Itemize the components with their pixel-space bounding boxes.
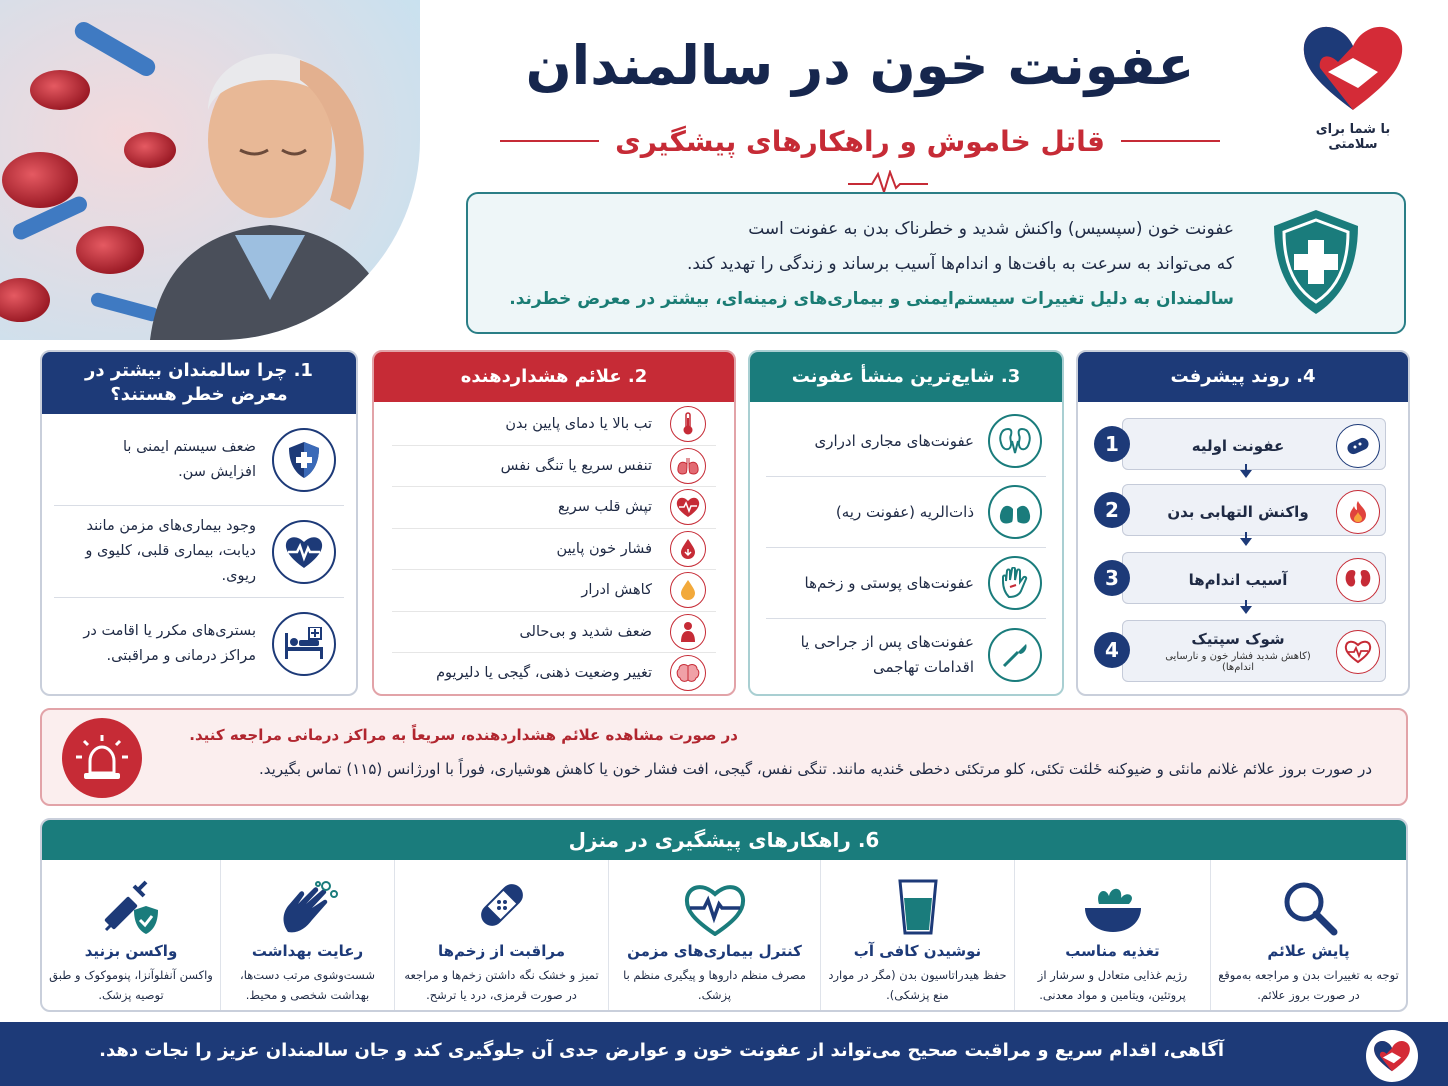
source-text: ذات‌الریه (عفونت ریه) [835, 502, 974, 521]
risk-factors-card [40, 350, 358, 696]
list-item [392, 446, 716, 488]
source-text: عفونت‌های پس از جراحی یا اقدامات تهاجمی [800, 632, 974, 676]
symptom-text: تغییر وضعیت ذهنی، گیجی یا دلیریوم [436, 665, 652, 682]
list-item [54, 414, 344, 506]
prevention-item [608, 860, 820, 1010]
list-item [766, 406, 1046, 477]
prevention-item [394, 860, 608, 1010]
risk-card-title: 1. چرا سالمندان بیشتر در معرض خطر هستند؟ [42, 352, 356, 414]
step-label [1148, 482, 1328, 542]
step-label [1148, 416, 1328, 476]
brand-logo [1298, 22, 1408, 152]
symptom-text: فشار خون پایین [556, 540, 652, 557]
symptoms-card-title: 2. علائم هشداردهنده [374, 352, 734, 402]
prevention-item-title: واکسن بزنید [84, 942, 178, 960]
hand-wound-icon [988, 556, 1042, 610]
step-subtitle: (کاهش شدید فشار خون و نارسایی اندام‌ها) [1165, 650, 1311, 673]
intro-line-1: عفونت خون (سپسیس) واکنش شدید و خطرناک بدن به عفونت است [748, 219, 1234, 239]
alert-title: در صورت مشاهده علائم هشداردهنده، سریعاً به مراکز درمانی مراجعه کنید. [189, 726, 738, 744]
step-number: 4 [1094, 632, 1130, 668]
prevention-item-desc: رژیم غذایی متعادل و سرشار از پروتئین، ویتامین و مواد معدنی. [1037, 968, 1188, 1002]
infection-sources-card [748, 350, 1064, 696]
prevention-item-desc: واکسن آنفلوآنزا، پنوموکوک و طبق توصیه پزشک. [49, 968, 213, 1002]
prevention-item-desc: تمیز و خشک نگه داشتن زخم‌ها و مراجعه در صورت قرمزی، درد یا ترشح. [404, 968, 599, 1002]
progress-step [1088, 416, 1400, 476]
lungs-icon [670, 448, 706, 484]
prevention-item-title: نوشیدن کافی آب [853, 942, 982, 960]
risk-item-text: ضعف سیستم ایمنی با افزایش سن. [123, 438, 256, 480]
page-subtitle: قاتل خاموش و راهکارهای پیشگیری [615, 124, 1105, 158]
siren-icon [62, 718, 142, 798]
list-item [766, 477, 1046, 548]
prevention-item-desc: شست‌وشوی مرتب دست‌ها، بهداشت شخصی و محیط. [240, 968, 375, 1002]
list-item [54, 506, 344, 598]
prevention-item-title: رعایت بهداشت [251, 942, 364, 960]
heart-ecg-icon [684, 866, 746, 936]
prevention-item-desc: توجه به تغییرات بدن و مراجعه به‌موقع در صورت بروز علائم. [1218, 968, 1399, 1002]
prevention-item-desc: مصرف منظم داروها و پیگیری منظم با پزشک. [623, 968, 806, 1002]
brain-icon [670, 655, 706, 691]
bacteria-icon [1336, 424, 1380, 468]
urine-drop-icon [670, 572, 706, 608]
intro-highlight-line: سالمندان به دلیل تغییرات سیستم‌ایمنی و بیماری‌های زمینه‌ای، بیشتر در معرض خطرند. [509, 289, 1234, 309]
step-number: 1 [1094, 426, 1130, 462]
intro-box [466, 192, 1406, 334]
flow-arrow-icon [1240, 606, 1252, 614]
logo-tagline: با شما برای سلامتی [1315, 122, 1391, 152]
subtitle-left-rule [500, 140, 599, 142]
magnifier-icon [1280, 866, 1338, 936]
scalpel-icon [988, 628, 1042, 682]
subtitle-right-rule [1121, 140, 1220, 142]
prevention-item [220, 860, 394, 1010]
symptom-text: تپش قلب سریع [558, 499, 652, 516]
thermometer-icon [670, 406, 706, 442]
prevention-item [42, 860, 220, 1010]
footer-banner [0, 1022, 1448, 1086]
step-number: 3 [1094, 560, 1130, 596]
page-title: عفونت خون در سالمندان [525, 34, 1195, 97]
bandage-icon [471, 866, 533, 936]
emergency-alert-box [40, 708, 1408, 806]
lungs-icon [988, 485, 1042, 539]
risk-item-text: وجود بیماری‌های مزمن مانند دیابت، بیماری قلبی، کلیوی و ریوی. [85, 518, 256, 584]
prevention-item-title: پایش علائم [1267, 942, 1350, 960]
prevention-item [820, 860, 1014, 1010]
list-item [766, 548, 1046, 619]
prevention-item [1210, 860, 1406, 1010]
list-item [392, 487, 716, 529]
footer-text: آگاهی، اقدام سریع و مراقبت صحیح می‌تواند از عفونت خون و عوارض جدی آن جلوگیری کند و جان سالمندان عزیز را نجات دهد. [99, 1040, 1224, 1061]
heartbeat-icon [670, 489, 706, 525]
symptom-text: تب بالا یا دمای پایین بدن [505, 416, 652, 433]
water-glass-icon [897, 866, 939, 936]
alert-body: در صورت بروز علائم غلانم مانئی و ضیوکنه ځلئت تکئی، کلو مرتکئی دخطی ځندیه مانند. تنگی نفس، گیجی، افت فشار خون یا کاهش هوشیاری، فوراً با اورژانس (۱۱۵) تماس بگیرید. [259, 760, 1372, 778]
hero-photo-elderly-man [0, 0, 420, 340]
syringe-shield-icon [100, 866, 162, 936]
blood-drop-icon [670, 531, 706, 567]
progress-step [1088, 618, 1400, 688]
flame-icon [1336, 490, 1380, 534]
hand-wash-icon [278, 866, 338, 936]
prevention-section [40, 818, 1408, 1012]
list-item [54, 598, 344, 690]
heart-pulse-icon [1336, 630, 1380, 674]
heart-pulse-icon [272, 520, 336, 584]
list-item [392, 612, 716, 654]
flow-arrow-icon [1240, 538, 1252, 546]
progression-card [1076, 350, 1410, 696]
step-number: 2 [1094, 492, 1130, 528]
hospital-bed-icon [272, 612, 336, 676]
list-item [392, 529, 716, 571]
list-item [392, 404, 716, 446]
intro-line-2: که می‌تواند به سرعت به بافت‌ها و اندام‌ها آسیب برساند و زندگی را تهدید کند. [687, 254, 1234, 274]
kidneys-icon [988, 414, 1042, 468]
symptom-text: کاهش ادرار [581, 582, 652, 599]
list-item [392, 570, 716, 612]
source-text: عفونت‌های پوستی و زخم‌ها [804, 573, 974, 592]
step-title: آسیب اندام‌ها [1188, 571, 1288, 589]
source-text: عفونت‌های مجاری ادراری [814, 431, 974, 450]
step-title: عفونت اولیه [1191, 437, 1285, 455]
risk-item-text: بستری‌های مکرر یا اقامت در مراکز درمانی و مراقبتی. [83, 623, 256, 664]
heart-hands-logo-icon [1366, 1030, 1418, 1082]
step-title: شوک سپتیک [1191, 629, 1285, 648]
step-label [1148, 550, 1328, 610]
step-label [1148, 618, 1328, 684]
subtitle-row [500, 118, 1220, 164]
warning-signs-card [372, 350, 736, 696]
sources-card-title: 3. شایع‌ترین منشأ عفونت [750, 352, 1062, 402]
progress-step [1088, 550, 1400, 610]
flow-arrow-icon [1240, 470, 1252, 478]
intro-text [474, 212, 1234, 317]
kidneys-icon [1336, 558, 1380, 602]
symptom-text: تنفس سریع یا تنگی نفس [500, 457, 652, 474]
prevention-items [42, 860, 1406, 1010]
heart-hands-logo-icon [1298, 22, 1408, 114]
shield-plus-icon [1268, 206, 1364, 318]
weak-person-icon [670, 614, 706, 650]
prevention-item-desc: حفظ هیدراتاسیون بدن (مگر در موارد منع پزشکی). [828, 968, 1007, 1002]
shield-plus-icon [272, 428, 336, 492]
progress-card-title: 4. روند پیشرفت [1078, 352, 1408, 402]
heartbeat-line-icon [848, 170, 928, 194]
list-item [392, 653, 716, 695]
prevention-item-title: مراقبت از زخم‌ها [437, 942, 566, 960]
salad-bowl-icon [1081, 866, 1145, 936]
step-title: واکنش التهابی بدن [1167, 503, 1309, 521]
progress-step [1088, 482, 1400, 542]
prevention-item-title: کنترل بیماری‌های مزمن [627, 942, 802, 960]
list-item [766, 619, 1046, 690]
prevention-item [1014, 860, 1210, 1010]
symptom-text: ضعف شدید و بی‌حالی [519, 623, 652, 640]
prevention-item-title: تغذیه مناسب [1065, 942, 1160, 960]
prevention-title: 6. راهکارهای پیشگیری در منزل [42, 820, 1406, 860]
